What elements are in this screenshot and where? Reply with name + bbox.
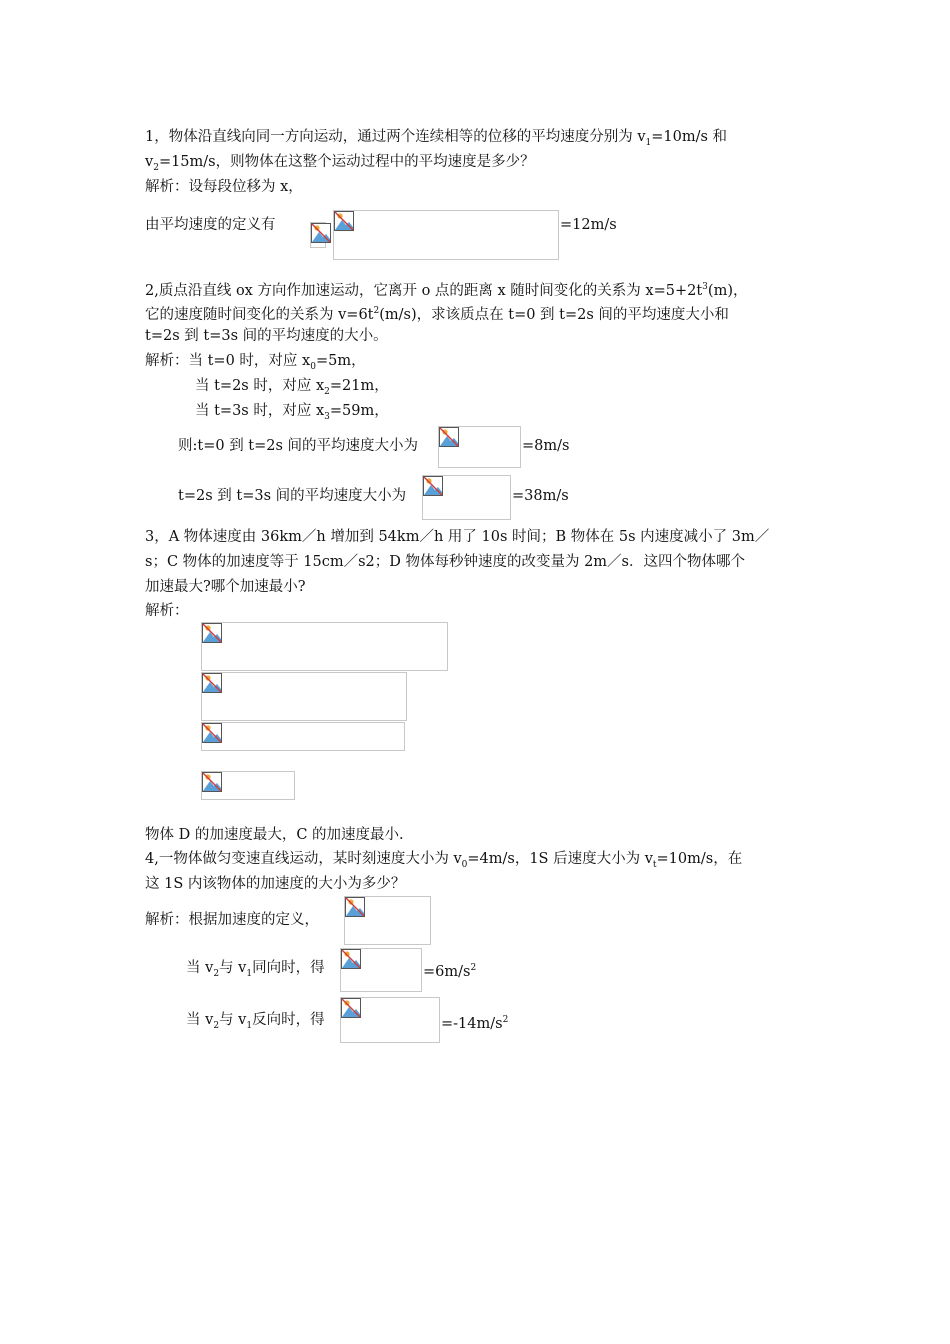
q4-definition-image (344, 896, 431, 945)
broken-image-icon (202, 723, 222, 743)
broken-image-icon (334, 211, 354, 231)
q3-formula-image-4 (201, 771, 295, 800)
broken-image-icon (341, 949, 361, 969)
q3-formula-image-2 (201, 672, 407, 721)
q2-analysis-3: 当 t=3s 时，对应 $x_3=59m$， (195, 403, 389, 422)
q4-analysis: 解析：根据加速度的定义， (145, 912, 319, 928)
q4-case-1-text: 当 $v_2$与 $v_1$同向时，得 (186, 960, 325, 979)
broken-image-icon (345, 897, 365, 917)
q1-result: =12m/s (560, 217, 617, 233)
q3-line-3: 加速最大?哪个加速最小? (145, 579, 306, 595)
q2-result-1-image (438, 426, 521, 468)
q1-formula-prefix: 由平均速度的定义有 (145, 217, 276, 233)
q2-result-1-value: =8m/s (522, 438, 570, 454)
q1-formula-image (333, 210, 559, 260)
q4-line-2: 这 1S 内该物体的加速度的大小为多少？ (145, 876, 406, 892)
broken-image-icon (311, 223, 331, 243)
q3-formula-image-3 (201, 722, 405, 751)
q2-analysis-2: 当 t=2s 时，对应 $x_2=21m$， (195, 378, 389, 397)
q2-line-1: 2,质点沿直线 ox 方向作加速运动，它离开 o 点的距离 x 随时间变化的关系为 $x=5+2t^3(m)$， (145, 282, 748, 299)
q4-case-2-text: 当 $v_2$与 $v_1$反向时，得 (186, 1012, 325, 1031)
q3-conclusion: 物体 D 的加速度最大，C 的加速度最小. (145, 827, 404, 843)
q2-result-2-text: t=2s 到 t=3s 间的平均速度大小为 (178, 488, 407, 504)
broken-image-icon (202, 673, 222, 693)
q2-result-1-text: 则:t=0 到 t=2s 间的平均速度大小为 (178, 438, 419, 454)
q2-analysis-1: 解析：当 t=0 时，对应 $x_0=5m$， (145, 353, 366, 372)
q2-line-2: 它的速度随时间变化的关系为 $v=6t^2(m/s)$，求该质点在 t=0 到 t=2s 间的平均速度大小和 (145, 306, 729, 323)
q3-formula-image-1 (201, 622, 448, 671)
q4-case-2-image (340, 997, 440, 1043)
q1-line-1: 1，物体沿直线向同一方向运动，通过两个连续相等的位移的平均速度分别为 $v_1=10m/s$ 和 (145, 129, 728, 148)
broken-image-icon (202, 623, 222, 643)
q2-result-2-image (422, 475, 511, 520)
q4-case-1-value: $=6m/s^2$ (423, 963, 477, 980)
q1-formula-image-small (310, 222, 326, 248)
q1-line-2: $v_2=15m/s$，则物体在这整个运动过程中的平均速度是多少？ (145, 154, 535, 173)
q4-case-2-value: $=-14m/s^2$ (441, 1015, 509, 1032)
q3-line-2: s；C 物体的加速度等于 15cm／s2；D 物体每秒钟速度的改变量为 2m／s．这四个物体哪个 (145, 554, 745, 570)
broken-image-icon (439, 427, 459, 447)
q3-analysis: 解析： (145, 603, 189, 619)
broken-image-icon (202, 772, 222, 792)
q2-result-2-value: =38m/s (512, 488, 569, 504)
broken-image-icon (423, 476, 443, 496)
q2-line-3: t=2s 到 t=3s 间的平均速度的大小。 (145, 328, 388, 344)
q4-line-1: 4,一物体做匀变速直线运动，某时刻速度大小为 $v_0=4m/s$，1S 后速度大小为 $v_t=10m/s$，在 (145, 851, 743, 870)
q3-line-1: 3，A 物体速度由 36km／h 增加到 54km／h 用了 10s 时间；B 物体在 5s 内速度减小了 3m／ (145, 529, 770, 545)
q1-analysis: 解析：设每段位移为 x， (145, 179, 303, 195)
q4-case-1-image (340, 948, 422, 992)
broken-image-icon (341, 998, 361, 1018)
